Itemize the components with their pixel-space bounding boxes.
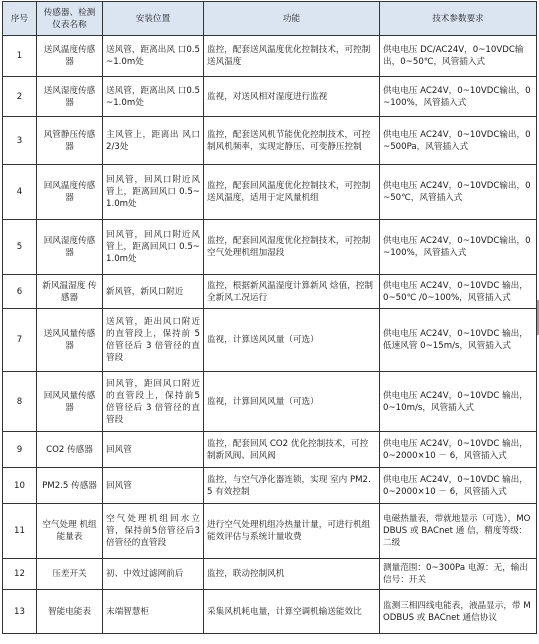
cell-function: 进行空气处理机组冷热量计量，可进行机组能效评估与系统计量收费	[204, 504, 380, 559]
cell-function: 监视，计算回风风量（可选）	[204, 372, 380, 432]
cell-function: 监控，配套回风湿度优化控制技术，可控制空气处理机组加湿段	[204, 220, 380, 275]
cell-location: 回风管，距回风口附近的直管段上，保持前5 倍管径后 3 倍管径的直管段	[103, 372, 204, 432]
cell-name: 回风温度传感器	[37, 165, 103, 220]
cell-location: 回风管	[103, 432, 204, 468]
cell-no: 11	[3, 504, 37, 559]
cell-spec: 测量范围：0~300Pa 电源：无，输出信号：开关	[380, 559, 537, 590]
cell-name: 送风湿度传感器	[37, 77, 103, 117]
table-row	[3, 117, 537, 165]
cell-no: 5	[3, 220, 37, 275]
cell-location: 送风管，距离出风 口0.5~1.0m处	[103, 77, 204, 117]
cell-no: 8	[3, 372, 37, 432]
cell-location: 回风管，回风口附近风管上，距离回风口 0.5~1.0m处	[103, 165, 204, 220]
table-row	[3, 275, 537, 309]
table-row	[3, 504, 537, 559]
header-name: 传感器、检测仪表名称	[37, 2, 103, 36]
header-no: 序号	[3, 2, 37, 36]
cell-spec: 监测三相四线电能表，液晶显示，带 MODBUS 或 BACnet 通信协议	[380, 590, 537, 634]
cell-no: 7	[3, 309, 37, 372]
cell-spec: 供电电压 DC/AC24V，0~10VDC输出，0~50℃，风管插入式	[380, 36, 537, 77]
cell-function: 监控，与空气净化器连锁，实现 室内 PM2.5 有效控制	[204, 468, 380, 504]
cell-name: 送风温度传感器	[37, 36, 103, 77]
cell-location: 回风管	[103, 468, 204, 504]
cell-function: 监控，联动控制风机	[204, 559, 380, 590]
cell-location: 初、中效过滤网前后	[103, 559, 204, 590]
cell-name: 回风风量传感器	[37, 372, 103, 432]
cell-name: 回风湿度传感器	[37, 220, 103, 275]
cell-spec: 供电电压 AC24V，0~10VDC 输出，0~50℃ /0~100%，风管插入式	[380, 275, 537, 309]
cell-name: 空气处理 机组能量表	[37, 504, 103, 559]
table-header-row	[3, 2, 537, 36]
cell-spec: 供电电压 AC24V，0~10VDC输出，0~100%，风管插入式	[380, 77, 537, 117]
cell-location: 新风管，新风口附近	[103, 275, 204, 309]
cell-location: 空气处理机组回水立管，保持前5倍管径后3 倍管径的直管段	[103, 504, 204, 559]
cell-name: 新风温湿度 传感器	[37, 275, 103, 309]
cell-spec: 供电电压 AC24V，0~10VDC 输出，0~2000×10 － 6，风管插入式	[380, 468, 537, 504]
cell-function: 监控，配套送风机节能优化控制技术，可控制风机频率，实现定静压、可变静压控制	[204, 117, 380, 165]
cell-no: 1	[3, 36, 37, 77]
cell-function: 监控，配套送风温度优化控制技术，可控制送风温度	[204, 36, 380, 77]
cell-function: 监视，计算送风风量（可选）	[204, 309, 380, 372]
cell-function: 监视，对送风相对湿度进行监视	[204, 77, 380, 117]
table-row	[3, 590, 537, 634]
header-spec: 技术参数要求	[380, 2, 537, 36]
table-row	[3, 432, 537, 468]
cell-name: CO2 传感器	[37, 432, 103, 468]
table-row	[3, 36, 537, 77]
cell-location: 回风管，回风口附近风管上，距离回风口 0.5~1.0m处	[103, 220, 204, 275]
cell-no: 12	[3, 559, 37, 590]
cell-name: PM2.5 传感器	[37, 468, 103, 504]
cell-function: 监控，配套回风温度优化控制技术，可控制送风温度，适用于定风量机组	[204, 165, 380, 220]
cell-spec: 供电电压 AC24V，0~10VDC 输出，0~2000×10 － 6，风管插入式	[380, 432, 537, 468]
cell-location: 主风管上，距离出 风口2/3处	[103, 117, 204, 165]
table-row	[3, 220, 537, 275]
table-row	[3, 468, 537, 504]
cell-spec: 供电电压 AC24V，0~10VDC 输出，0~10m/s，风管插入式	[380, 372, 537, 432]
cell-function: 监控，配套回风 CO2 优化控制技术，可控制新风阀、回风阀	[204, 432, 380, 468]
table-row	[3, 559, 537, 590]
cell-function: 监控，根据新风温湿度计算新风 焓值，控制全新风工况运行	[204, 275, 380, 309]
cell-spec: 电磁热量表，带就地显示（可选），MODBUS 或 BACnet 通 信，精度等级：二级	[380, 504, 537, 559]
cell-no: 13	[3, 590, 37, 634]
cell-spec: 供电电压 AC24V，0~10VDC 输出，低速风管 0~15m/s，风管插入式	[380, 309, 537, 372]
sensor-spec-table	[2, 1, 537, 634]
cell-spec: 供电电压 AC24V，0~10VDC输出，0~50℃，风管插入式	[380, 165, 537, 220]
cell-name: 送风风量传感器	[37, 309, 103, 372]
header-location: 安装位置	[103, 2, 204, 36]
table-row	[3, 372, 537, 432]
cell-spec: 供电电压 AC24V，0~10VDC输出，0~500Pa，风管插入式	[380, 117, 537, 165]
cell-no: 6	[3, 275, 37, 309]
table-row	[3, 165, 537, 220]
cell-spec: 供电电压 AC24V，0~10VDC输出，0~100%，风管插入式	[380, 220, 537, 275]
cell-no: 4	[3, 165, 37, 220]
cell-location: 送风管，距出风口附近的直管段上，保持前 5 倍管径后 3 倍管径的直管段	[103, 309, 204, 372]
cell-name: 压差开关	[37, 559, 103, 590]
cell-location: 送风管，距离出风 口0.5~1.0m处	[103, 36, 204, 77]
cell-location: 末端智慧柜	[103, 590, 204, 634]
cell-no: 2	[3, 77, 37, 117]
cell-name: 风管静压传感器	[37, 117, 103, 165]
cell-no: 10	[3, 468, 37, 504]
table-row	[3, 309, 537, 372]
cell-function: 采集风机耗电量，计算空调机输送能效比	[204, 590, 380, 634]
cell-no: 9	[3, 432, 37, 468]
header-function: 功能	[204, 2, 380, 36]
table-row	[3, 77, 537, 117]
cell-no: 3	[3, 117, 37, 165]
cell-name: 智能电能表	[37, 590, 103, 634]
